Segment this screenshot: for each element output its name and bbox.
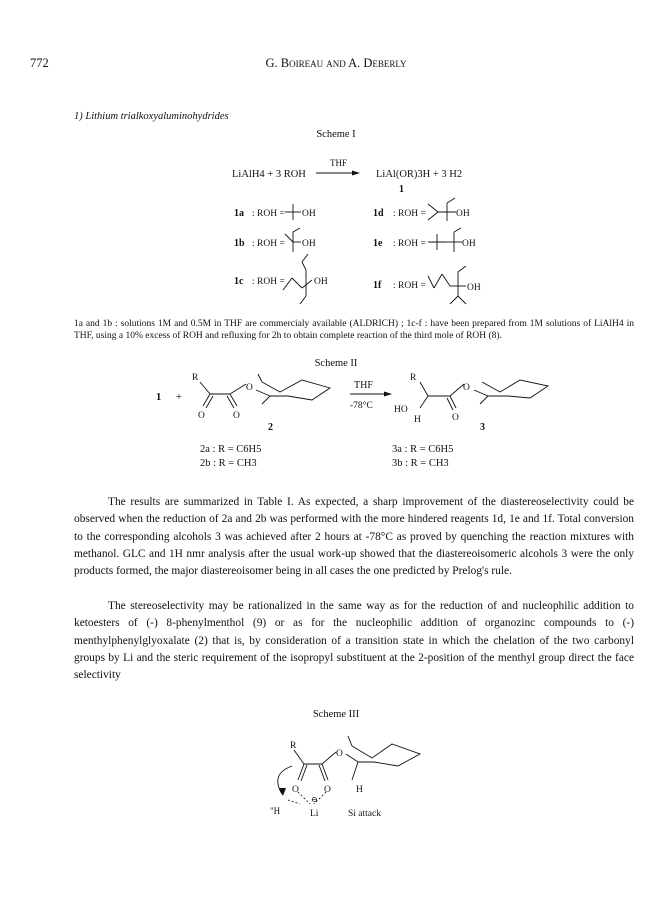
svg-text:O: O <box>246 383 253 393</box>
svg-text:O: O <box>336 749 343 759</box>
reagent-1b-structure <box>285 228 301 252</box>
scheme1-product-label: 1 <box>399 184 404 195</box>
reagent-1a-text: : ROH = <box>252 209 285 219</box>
scheme1-title: Scheme I <box>316 129 356 140</box>
reagent-1e-oh: OH <box>462 239 476 249</box>
scheme2-arrow <box>350 392 392 397</box>
scheme1-reactant: LiAlH4 + 3 ROH <box>232 169 306 180</box>
scheme2-start-label: 2 <box>268 422 273 433</box>
reagent-1c-id: 1c <box>234 276 244 287</box>
svg-text:HO: HO <box>394 405 408 415</box>
reagent-1f-id: 1f <box>373 280 382 291</box>
scheme3-figure <box>0 722 672 832</box>
svg-text:R: R <box>290 741 297 751</box>
reagent-1c-structure <box>283 254 312 304</box>
svg-text:O: O <box>292 785 299 795</box>
svg-text:H: H <box>414 415 421 425</box>
svg-text:O: O <box>233 411 240 421</box>
page-number: 772 <box>30 56 49 70</box>
product-variant-3b: 3b : R = CH3 <box>392 458 449 469</box>
svg-text:O: O <box>463 383 470 393</box>
scheme2-temperature: -78°C <box>350 401 373 411</box>
start-variant-2a: 2a : R = C6H5 <box>200 444 262 455</box>
reagent-1c-oh: OH <box>314 277 328 287</box>
svg-text:H: H <box>356 785 363 795</box>
scheme2-title: Scheme II <box>314 358 358 369</box>
reagent-1a-id: 1a <box>234 208 244 219</box>
svg-text:"H: "H <box>270 806 281 816</box>
scheme2-figure <box>0 368 672 478</box>
reagent-1f-structure <box>428 266 466 304</box>
running-header-authors: G. Boireau and A. Deberly <box>265 56 407 70</box>
hydroxyester-structure <box>420 380 548 410</box>
scheme3-attack-label: Si attack <box>348 809 381 819</box>
scheme2-plus: + <box>176 392 182 403</box>
section-title: 1) Lithium trialkoxyaluminohydrides <box>74 111 229 122</box>
reagent-1b-text: : ROH = <box>252 239 285 249</box>
paragraph-stereoselectivity: The stereoselectivity may be rationalized in the same way as for the reduction of and nucleophilic addition to ketoesters of (-) 8-phenylmenthol (9) or as for the nucleophilic addition of organozinc compounds to (-) menthylphenylglyoxalate (2) that is, by consideration of a transition state in which the chelation of the two carbonyl groups by Li and the steric requirement of the isopropyl substituent at the 2-position of the menthyl group direct the face selectivity <box>74 600 634 682</box>
reagent-1d-structure <box>428 198 456 221</box>
start-variant-2b: 2b : R = CH3 <box>200 458 257 469</box>
scheme2-solvent: THF <box>354 380 373 391</box>
scheme1-figure <box>0 140 672 310</box>
svg-text:O: O <box>452 413 459 423</box>
reagent-1f-oh: OH <box>467 283 481 293</box>
reagent-1b-id: 1b <box>234 238 245 249</box>
svg-text:O: O <box>324 785 331 795</box>
reagent-1e-text: : ROH = <box>393 239 426 249</box>
scheme2-product-label: 3 <box>480 422 485 433</box>
reagent-1c-text: : ROH = <box>252 277 285 287</box>
transition-state-structure <box>278 736 420 794</box>
reagent-1d-id: 1d <box>373 208 384 219</box>
scheme1-arrow <box>316 171 360 176</box>
svg-text:⊖: ⊖ <box>311 795 318 804</box>
reagent-1e-structure <box>428 228 462 252</box>
reagent-1a-oh: OH <box>302 209 316 219</box>
scheme2-reagent-label: 1 <box>156 392 162 403</box>
paragraph-results: The results are summarized in Table I. As expected, a sharp improvement of the diastereoselectivity could be observed when the reduction of 2a and 2b was performed with the more hindered reagents 1d, 1e and 1f. Total conversion to the corresponding alcohols 3 was achieved after 2 hours at -78°C as proved by quenching the reaction mixtures with methanol. GLC and 1H nmr analysis after the usual work-up showed that the diastereoisomeric alcohols 3 were the only products formed, the major diastereoisomer being in all cases the one predicted by Prelog's rule. <box>74 496 634 578</box>
svg-text:R: R <box>192 373 199 383</box>
reagent-1e-id: 1e <box>373 238 383 249</box>
reagent-1d-text: : ROH = <box>393 209 426 219</box>
tert-butanol-structure <box>285 204 301 220</box>
scheme1-note: 1a and 1b : solutions 1M and 0.5M in THF are commercialy available (ALDRICH) ; 1c-f : have been prepared from 1M solutions of LiAlH4 in THF, using a 10% excess of ROH and refluxing for 2h to obtain complete reaction of the third mole of ROH (8). <box>74 319 634 341</box>
reagent-1f-text: : ROH = <box>393 281 426 291</box>
svg-text:O: O <box>198 411 205 421</box>
ketoester-structure <box>200 374 330 408</box>
reagent-1b-oh: OH <box>302 239 316 249</box>
svg-text:R: R <box>410 373 417 383</box>
product-variant-3a: 3a : R = C6H5 <box>392 444 454 455</box>
scheme1-solvent: THF <box>330 158 348 168</box>
scheme3-title: Scheme III <box>312 709 360 720</box>
scheme1-product: LiAl(OR)3H + 3 H2 <box>376 169 463 180</box>
reagent-1d-oh: OH <box>456 209 470 219</box>
svg-text:Li: Li <box>310 809 319 819</box>
